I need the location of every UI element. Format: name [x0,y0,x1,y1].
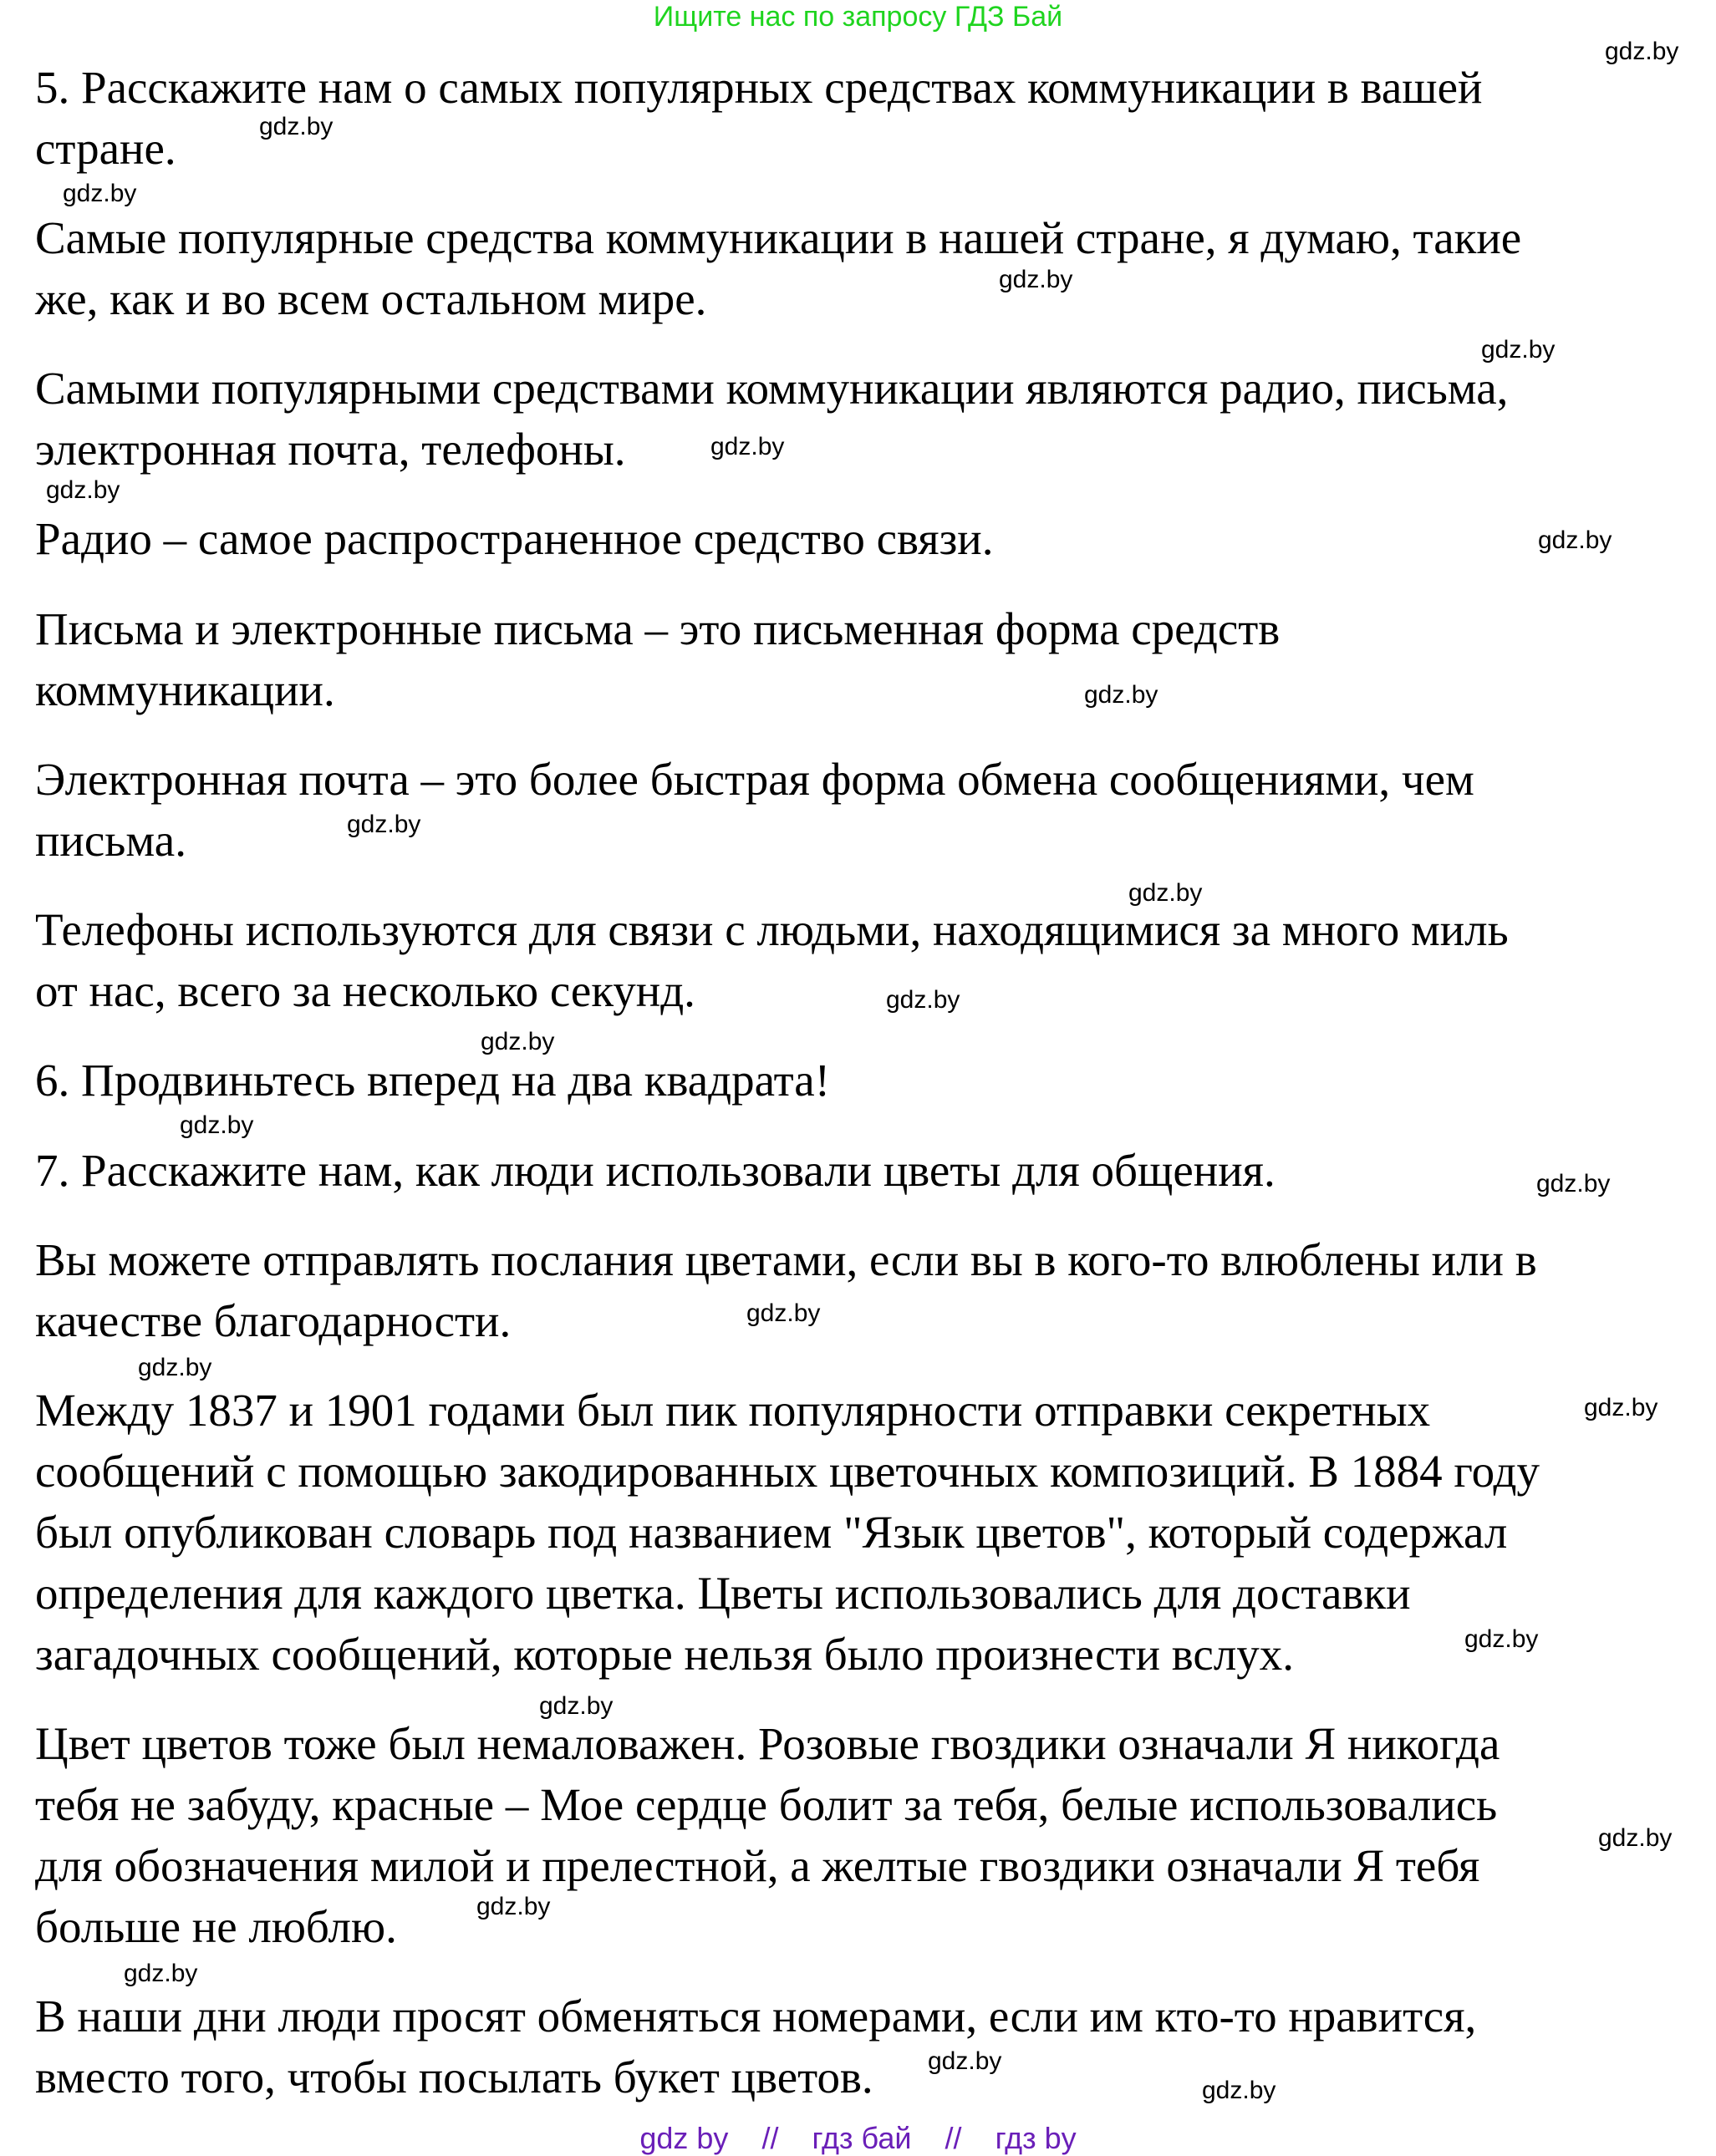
question-7-line: 7. Расскажите нам, как люди использовали цветы для общения. [35,1145,1276,1196]
answer-line: Телефоны используются для связи с людьми, находящимися за много миль [35,904,1509,955]
footer-link-gdz-bai[interactable]: гдз бай [812,2121,912,2155]
watermark: gdz.by [124,1960,198,1987]
answer-line: Цвет цветов тоже был немаловажен. Розовые гвоздики означали Я никогда [35,1718,1500,1769]
answer-line: загадочных сообщений, которые нельзя было произнести вслух. [35,1629,1295,1680]
watermark: gdz.by [1598,1824,1673,1852]
watermark: gdz.by [886,986,960,1014]
watermark: gdz.by [1202,2077,1276,2104]
answer-line: Письма и электронные письма – это письменная форма средств [35,603,1281,654]
watermark: gdz.by [46,476,120,504]
footer-link-gdz-by-cyrillic[interactable]: гдз by [995,2121,1077,2155]
answer-line: от нас, всего за несколько секунд. [35,965,695,1016]
footer-separator [736,2121,753,2155]
answer-line: вместо того, чтобы посылать букет цветов. [35,2052,873,2103]
footer-separator [787,2121,804,2155]
watermark: gdz.by [1584,1394,1658,1421]
watermark: gdz.by [1464,1625,1539,1653]
watermark: gdz.by [710,433,785,460]
answer-line: письма. [35,815,186,866]
watermark: gdz.by [63,180,137,207]
watermark: gdz.by [746,1299,821,1327]
answer-line: Вы можете отправлять послания цветами, если вы в кого-то влюблены или в [35,1234,1537,1285]
answer-line: для обозначения милой и прелестной, а желтые гвоздики означали Я тебя [35,1840,1480,1891]
watermark: gdz.by [1084,681,1158,709]
question-5-line-2: стране. [35,123,176,174]
answer-line: Радио – самое распространенное средство связи. [35,513,994,564]
footer-separator: // [945,2121,962,2155]
watermark: gdz.by [481,1028,555,1055]
answer-line: был опубликован словарь под названием "Язык цветов", который содержал [35,1507,1508,1558]
footer-separator: // [761,2121,779,2155]
answer-line: больше не люблю. [35,1901,397,1952]
watermark: gdz.by [1538,526,1612,554]
answer-line: коммуникации. [35,664,335,715]
watermark: gdz.by [1605,38,1679,65]
answer-line: Самыми популярными средствами коммуникации являются радио, письма, [35,363,1509,414]
watermark: gdz.by [1536,1170,1611,1197]
answer-line: Электронная почта – это более быстрая форма обмена сообщениями, чем [35,754,1474,805]
answer-line: тебя не забуду, красные – Мое сердце болит за тебя, белые использовались [35,1779,1498,1830]
footer-separator [970,2121,987,2155]
answer-line: Между 1837 и 1901 годами был пик популярности отправки секретных [35,1385,1431,1436]
watermark: gdz.by [539,1692,614,1720]
footer-separator [920,2121,937,2155]
watermark: gdz.by [476,1893,551,1920]
watermark: gdz.by [347,811,421,838]
answer-line: В наши дни люди просят обменяться номерами, если им кто-то нравится, [35,1991,1477,2042]
answer-line: определения для каждого цветка. Цветы использовались для доставки [35,1568,1411,1619]
watermark: gdz.by [138,1354,212,1381]
answer-line: Самые популярные средства коммуникации в нашей стране, я думаю, такие [35,212,1522,263]
answer-line: сообщений с помощью закодированных цветочных композиций. В 1884 году [35,1446,1540,1497]
watermark: gdz.by [259,113,334,140]
watermark: gdz.by [180,1111,254,1139]
question-5-line-1: 5. Расскажите нам о самых популярных средствах коммуникации в вашей [35,62,1483,113]
watermark: gdz.by [999,266,1073,293]
header-banner: Ищите нас по запросу ГДЗ Бай [653,1,1063,33]
footer-links [0,2121,1716,2156]
watermark: gdz.by [1128,879,1203,907]
watermark: gdz.by [1481,336,1556,364]
question-6-line: 6. Продвиньтесь вперед на два квадрата! [35,1055,831,1106]
answer-line: электронная почта, телефоны. [35,424,626,475]
answer-line: качестве благодарности. [35,1295,512,1346]
answer-line: же, как и во всем остальном мире. [35,273,707,324]
watermark: gdz.by [928,2047,1002,2075]
footer-link-gdz-by[interactable]: gdz by [639,2121,729,2155]
